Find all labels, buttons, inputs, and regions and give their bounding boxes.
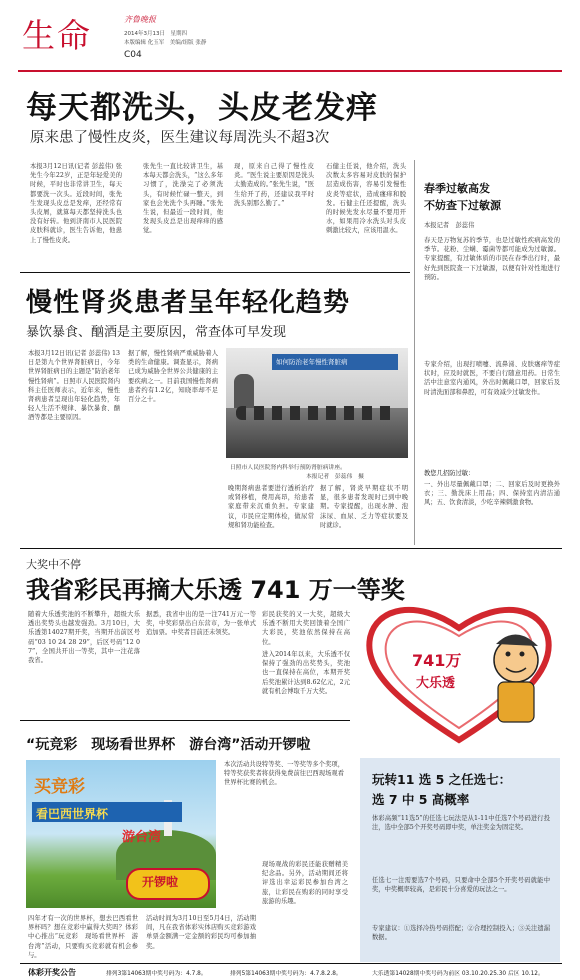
story5-body: 体彩高频“11选5”的任选七玩法是从1-11中任选7个号码进行投注，选中全部5个开奖号码即中奖，单注奖金为固定奖。 [372, 815, 550, 832]
footer-left: 体彩开奖公告 [28, 968, 76, 977]
prize-amount: 741万 [412, 651, 462, 670]
story1-subhead: 原来患了慢性皮炎，医生建议每周洗头不超3次 [30, 130, 330, 146]
sidebar-divider [414, 160, 415, 545]
story3-column: 彩民获奖的又一大奖，超级大乐透不断用大奖回馈着全国广大彩民，奖池依然保持在高位。 [262, 611, 350, 646]
story4-headline: “玩竞彩 现场看世界杯 游台湾”活动开锣啦 [26, 737, 311, 753]
masthead-rule-red [18, 70, 562, 72]
sidebar-tips-title: 教您几招防过敏： [424, 470, 475, 477]
photo-heads [236, 406, 398, 420]
highlight-box [360, 758, 560, 962]
section-title: 生命 [22, 16, 92, 55]
story2-column: 本报3月12日讯(记者 彭蕊伟) 13日是第九个世界肾脏病日，今年世界肾脏病日的主题是“防治老年慢性肾病”。日照市人民医院肾内科主任医师表示，近年来，慢性肾病患者呈现出年轻化趋势，年轻人生活不规律、暴饮暴食、酗酒等都是主要原因。 [28, 350, 120, 422]
story4-column: 本次活动共设特等奖、一等奖等多个奖项，特等奖获奖者将获得免费前往巴西现场观看世界杯比赛的机会。 [224, 761, 344, 787]
story2-column: 晚期肾病患者要进行透析治疗或肾移植，费用高昂，给患者家庭带来沉重负担。专家建议，市民应定期体检，做尿常规和肾功能检查。 [228, 485, 314, 529]
story2-column: 据了解，肾炎早期症状不明显，很多患者发现时已到中晚期。专家提醒，出现水肿、泡沫尿、血尿、乏力等症状要及时就诊。 [320, 485, 408, 529]
promo-line1: 买竞彩 [34, 777, 85, 797]
story5-headline: 玩转11 选 5 之任选七： [372, 772, 512, 787]
story3-kicker: 大奖中不停 [26, 558, 81, 571]
story3-headline: 我省彩民再摘大乐透 741 万一等奖 [26, 576, 405, 604]
page-number: C04 [124, 50, 142, 60]
masthead [0, 0, 580, 74]
story3-column: 随着大乐透奖池的不断攀升，超级大乐透出奖势头也越发强劲。3月10日，大乐透第14027期开奖，当期开出前区号码“03 10 24 28 29”，后区号码“12 07”，全国共开出一等奖，其中一注花落我省。 [28, 611, 140, 665]
promo-line2-text: 看巴西世界杯 [36, 807, 109, 821]
story1-headline: 每天都洗头，头皮老发痒 [26, 90, 378, 126]
story1-column: 本报3月12日讯(记者 彭蕊伟) 张先生今年22岁，正是年轻爱美的时候，平时也非常讲卫生，每天都要洗一次头。近段时间，张先生发现头皮总是发痒，还经常有头皮屑，就算每天都坚持洗头也没有好转。他到济南市人民医院皮肤科就诊，医生告诉他，他患上了慢性皮炎。 [30, 163, 122, 244]
story3-column: 进入2014年以来，大乐透不仅保持了强劲的出奖势头，奖池也一直保持在高位，本期开奖后奖池累计达到8.62亿元，2元就有机会博取千万大奖。 [262, 651, 350, 695]
promo-image [26, 760, 216, 908]
story3-column: 据悉，我省中出的是一注741万元一等奖，中奖彩票出自东营市，为一张单式追加票。中奖者目前还未领奖。 [146, 611, 256, 637]
issue-date: 2014年3月13日 星期四 [124, 31, 187, 37]
sidebar-body: 专家介绍，出现打喷嚏、流鼻涕、皮肤瘙痒等症状时，应及时就医，不要自行随意用药。日常生活中注意室内通风，外出时佩戴口罩，回家后及时清洗面部和鼻腔，可有效减少过敏发作。 [424, 361, 560, 396]
sidebar-byline: 本报记者 彭蕊伟 [424, 222, 475, 229]
photo-banner-text: 如何防治老年慢性肾脏病 [276, 358, 348, 366]
promo-line4: 开锣啦 [142, 875, 179, 889]
story2-headline: 慢性肾炎患者呈年轻化趋势 [26, 288, 351, 318]
prize-label: 大乐透 [416, 676, 456, 691]
story4-column: 四年才有一次的世界杯，想去巴西看世界杯吗？想在竞彩中赢得大奖吗？体彩中心推出“玩竞彩 现场看世界杯 游台湾”活动，只要购买竞彩就有机会参与。 [28, 915, 138, 959]
section-rule [20, 272, 410, 273]
story1-column: 石健主任说，他介绍，洗头次数太多容易对皮肤的保护层造成伤害，容易引发慢性皮炎等症状，造成瘙痒和脱发。石健主任还提醒，洗头的时候先发水尽量不要用开水，如果用冷水洗头对头皮刺激比较大，应该用温水。 [326, 163, 406, 235]
sidebar-title: 不妨查下过敏源 [424, 199, 501, 212]
story1-column: 现，原来自己得了慢性皮炎。“医生说主要原因是洗头太勤造成的。”张先生说，“医生给开了药，还建议我平时洗头别那么勤了。” [234, 163, 314, 207]
footer-result: 排列3第14063期中奖号码为：4.7.8。 [106, 971, 207, 977]
section-rule [20, 720, 350, 721]
story4-column: 现场观战的彩民还能获赠精美纪念品。另外，活动期间还将评选出幸运彩民参加台湾之旅，让彩民在购彩的同时享受旅游的乐趣。 [262, 861, 348, 905]
sidebar-tips: 一、外出尽量佩戴口罩；二、回家后及时更换外衣；三、勤洗床上用品；四、保持室内清洁通风；五、饮食清淡，少吃辛辣刺激食物。 [424, 481, 560, 507]
editors-line: 本版编辑 化玉军 美编/组版 张静 [124, 40, 207, 46]
footer-result: 排列5第14063期中奖号码为：4.7.8.2.8。 [230, 971, 342, 977]
story5-body: 任选七一注需要选7个号码，只要命中全部5个开奖号码就能中奖，中奖概率较高，是彩民十分喜爱的玩法之一。 [372, 877, 550, 894]
section-rule [20, 548, 562, 549]
photo-caption: 日照市人民医院肾内科举行预防肾脏病讲座。 [230, 465, 346, 471]
story5-tips: 专家建议：①选择冷热号码搭配；②合理控制投入；③关注遗漏数据。 [372, 925, 550, 942]
footer-result: 大乐透第14028期中奖号码为前区 03.10.20.25.30 后区 10.12。 [372, 971, 544, 977]
story2-subhead: 暴饮暴食、酗酒是主要原因，常查体可早发现 [26, 325, 287, 340]
story5-headline: 选 7 中 5 高概率 [372, 792, 470, 807]
story4-column: 活动时间为3月10日至5月4日，活动期间，凡在我省体彩实体店购买竞彩游戏单票金额满一定金额的彩民均可参加抽奖。 [146, 915, 256, 950]
story2-column: 据了解，慢性肾病严重威胁着人类的生命健康。调查显示，肾病已成为威胁全世界公共健康的主要疾病之一。目前我国慢性肾病患者约有1.2亿，知晓率却不足百分之十。 [128, 350, 218, 404]
paper-logo: 齐鲁晚报 [124, 15, 156, 24]
photo-credit: 本报记者 彭蕊伟 摄 [306, 474, 364, 480]
promo-line3: 游台湾 [122, 830, 162, 845]
story1-column: 张先生一直比较讲卫生，基本每天都会洗头，“这么多年习惯了，洗澡完了必须洗头，有时候忙碌一整天，到家也会先洗个头再睡。”张先生说，但最近一段时间，他发现头皮总是出现痒痒的感觉。 [143, 163, 223, 235]
footer-rule [20, 963, 562, 964]
sidebar-body: 春天是万物复苏的季节，也是过敏性疾病高发的季节。花粉、尘螨、霉菌等都可能成为过敏源。专家提醒，有过敏体质的市民在春季出行时，最好先到医院查一下过敏源，以便有针对性地进行预防。 [424, 237, 560, 281]
sidebar-title: 春季过敏高发 [424, 182, 490, 195]
prize-illustration [356, 590, 562, 750]
lecture-photo [226, 348, 408, 458]
